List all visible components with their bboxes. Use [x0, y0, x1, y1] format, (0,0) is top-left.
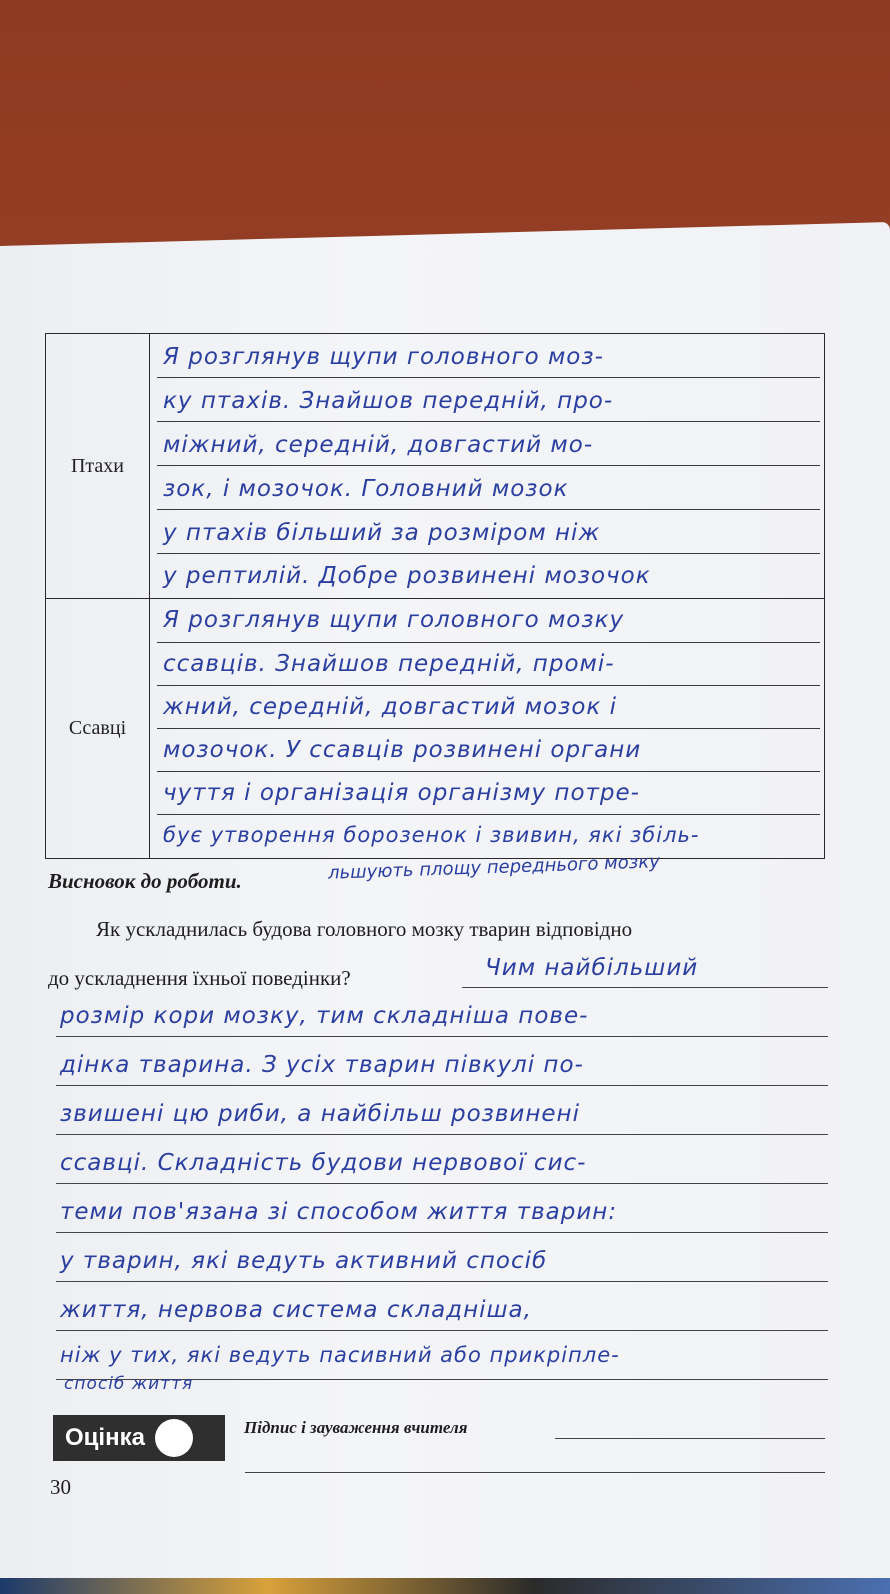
- ruled-line: [157, 685, 820, 686]
- answer-text: Чим найбільший: [485, 955, 699, 981]
- handwriting-line: Я розглянув щупи головного моз-: [163, 344, 604, 370]
- signature-line: [555, 1438, 825, 1439]
- question-line-1: Як ускладнилась будова головного мозку тварин відповідно: [96, 917, 633, 941]
- handwriting-line: мозочок. У ссавців розвинені органи: [163, 737, 642, 763]
- answer-line: [56, 1232, 828, 1233]
- handwriting-line: бує утворення борозенок і звивин, які збіль-: [163, 823, 700, 847]
- answer-line: [56, 1281, 828, 1282]
- answer-line: [56, 1330, 828, 1331]
- handwriting-line: зок, і мозочок. Головний мозок: [163, 476, 569, 502]
- answer-text: ссавці. Складність будови нервової сис-: [60, 1150, 587, 1176]
- ruled-line: [157, 642, 820, 643]
- answer-text: спосіб життя: [64, 1374, 194, 1394]
- teacher-signature-label: Підпис і зауваження вчителя: [244, 1418, 468, 1437]
- answer-line: [56, 1183, 828, 1184]
- answer-line: [56, 1085, 828, 1086]
- row-content-mammals: [149, 599, 824, 858]
- conclusion-title: Висновок до роботи.: [48, 869, 242, 893]
- brain-structure-table: [45, 333, 825, 859]
- row-label-birds: Птахи: [46, 334, 150, 598]
- row-label-mammals: Ссавці: [46, 599, 150, 858]
- answer-text: ніж у тих, які ведуть пасивний або прикріпле-: [60, 1343, 620, 1367]
- ruled-line: [157, 814, 820, 815]
- grade-box: [53, 1415, 225, 1461]
- page-number: 30: [50, 1475, 71, 1499]
- ruled-line: [157, 509, 820, 510]
- handwriting-line: чуття і організація організму потре-: [163, 780, 640, 806]
- answer-text: життя, нервова система складніша,: [60, 1297, 532, 1323]
- row-content-birds: [149, 334, 824, 598]
- signature-line: [245, 1472, 825, 1473]
- answer-text: дінка тварина. З усіх тварин півкулі по-: [60, 1052, 584, 1078]
- table-row-mammals: [46, 599, 824, 858]
- ruled-line: [157, 771, 820, 772]
- answer-text: звишені цю риби, а найбільш розвинені: [60, 1101, 580, 1127]
- handwriting-line: у рептилій. Добре розвинені мозочок: [163, 563, 651, 589]
- handwriting-line: жний, середній, довгастий мозок і: [163, 694, 617, 720]
- handwriting-line: міжний, середній, довгастий мо-: [163, 432, 594, 458]
- answer-text: у тварин, які ведуть активний спосіб: [60, 1248, 548, 1274]
- background-strip: [0, 1578, 890, 1594]
- handwriting-line: у птахів більший за розміром ніж: [163, 520, 601, 546]
- handwriting-line: Я розглянув щупи головного мозку: [163, 607, 625, 633]
- handwriting-line: ку птахів. Знайшов передній, про-: [163, 388, 614, 414]
- answer-line: [56, 1036, 828, 1037]
- grade-circle: [155, 1419, 193, 1457]
- ruled-line: [157, 377, 820, 378]
- answer-line: [56, 1134, 828, 1135]
- ruled-line: [157, 421, 820, 422]
- grade-label: Оцінка: [65, 1424, 145, 1451]
- margin-note: льшують площу переднього мозку: [327, 851, 661, 884]
- ruled-line: [157, 465, 820, 466]
- handwriting-line: ссавців. Знайшов передній, промі-: [163, 651, 615, 677]
- answer-line: [462, 987, 828, 988]
- question-line-2: до ускладнення їхньої поведінки?: [48, 966, 351, 990]
- answer-text: розмір кори мозку, тим складніша пове-: [60, 1003, 589, 1029]
- ruled-line: [157, 553, 820, 554]
- table-row-birds: [46, 334, 824, 599]
- answer-text: теми пов'язана зі способом життя тварин:: [60, 1199, 618, 1225]
- ruled-line: [157, 728, 820, 729]
